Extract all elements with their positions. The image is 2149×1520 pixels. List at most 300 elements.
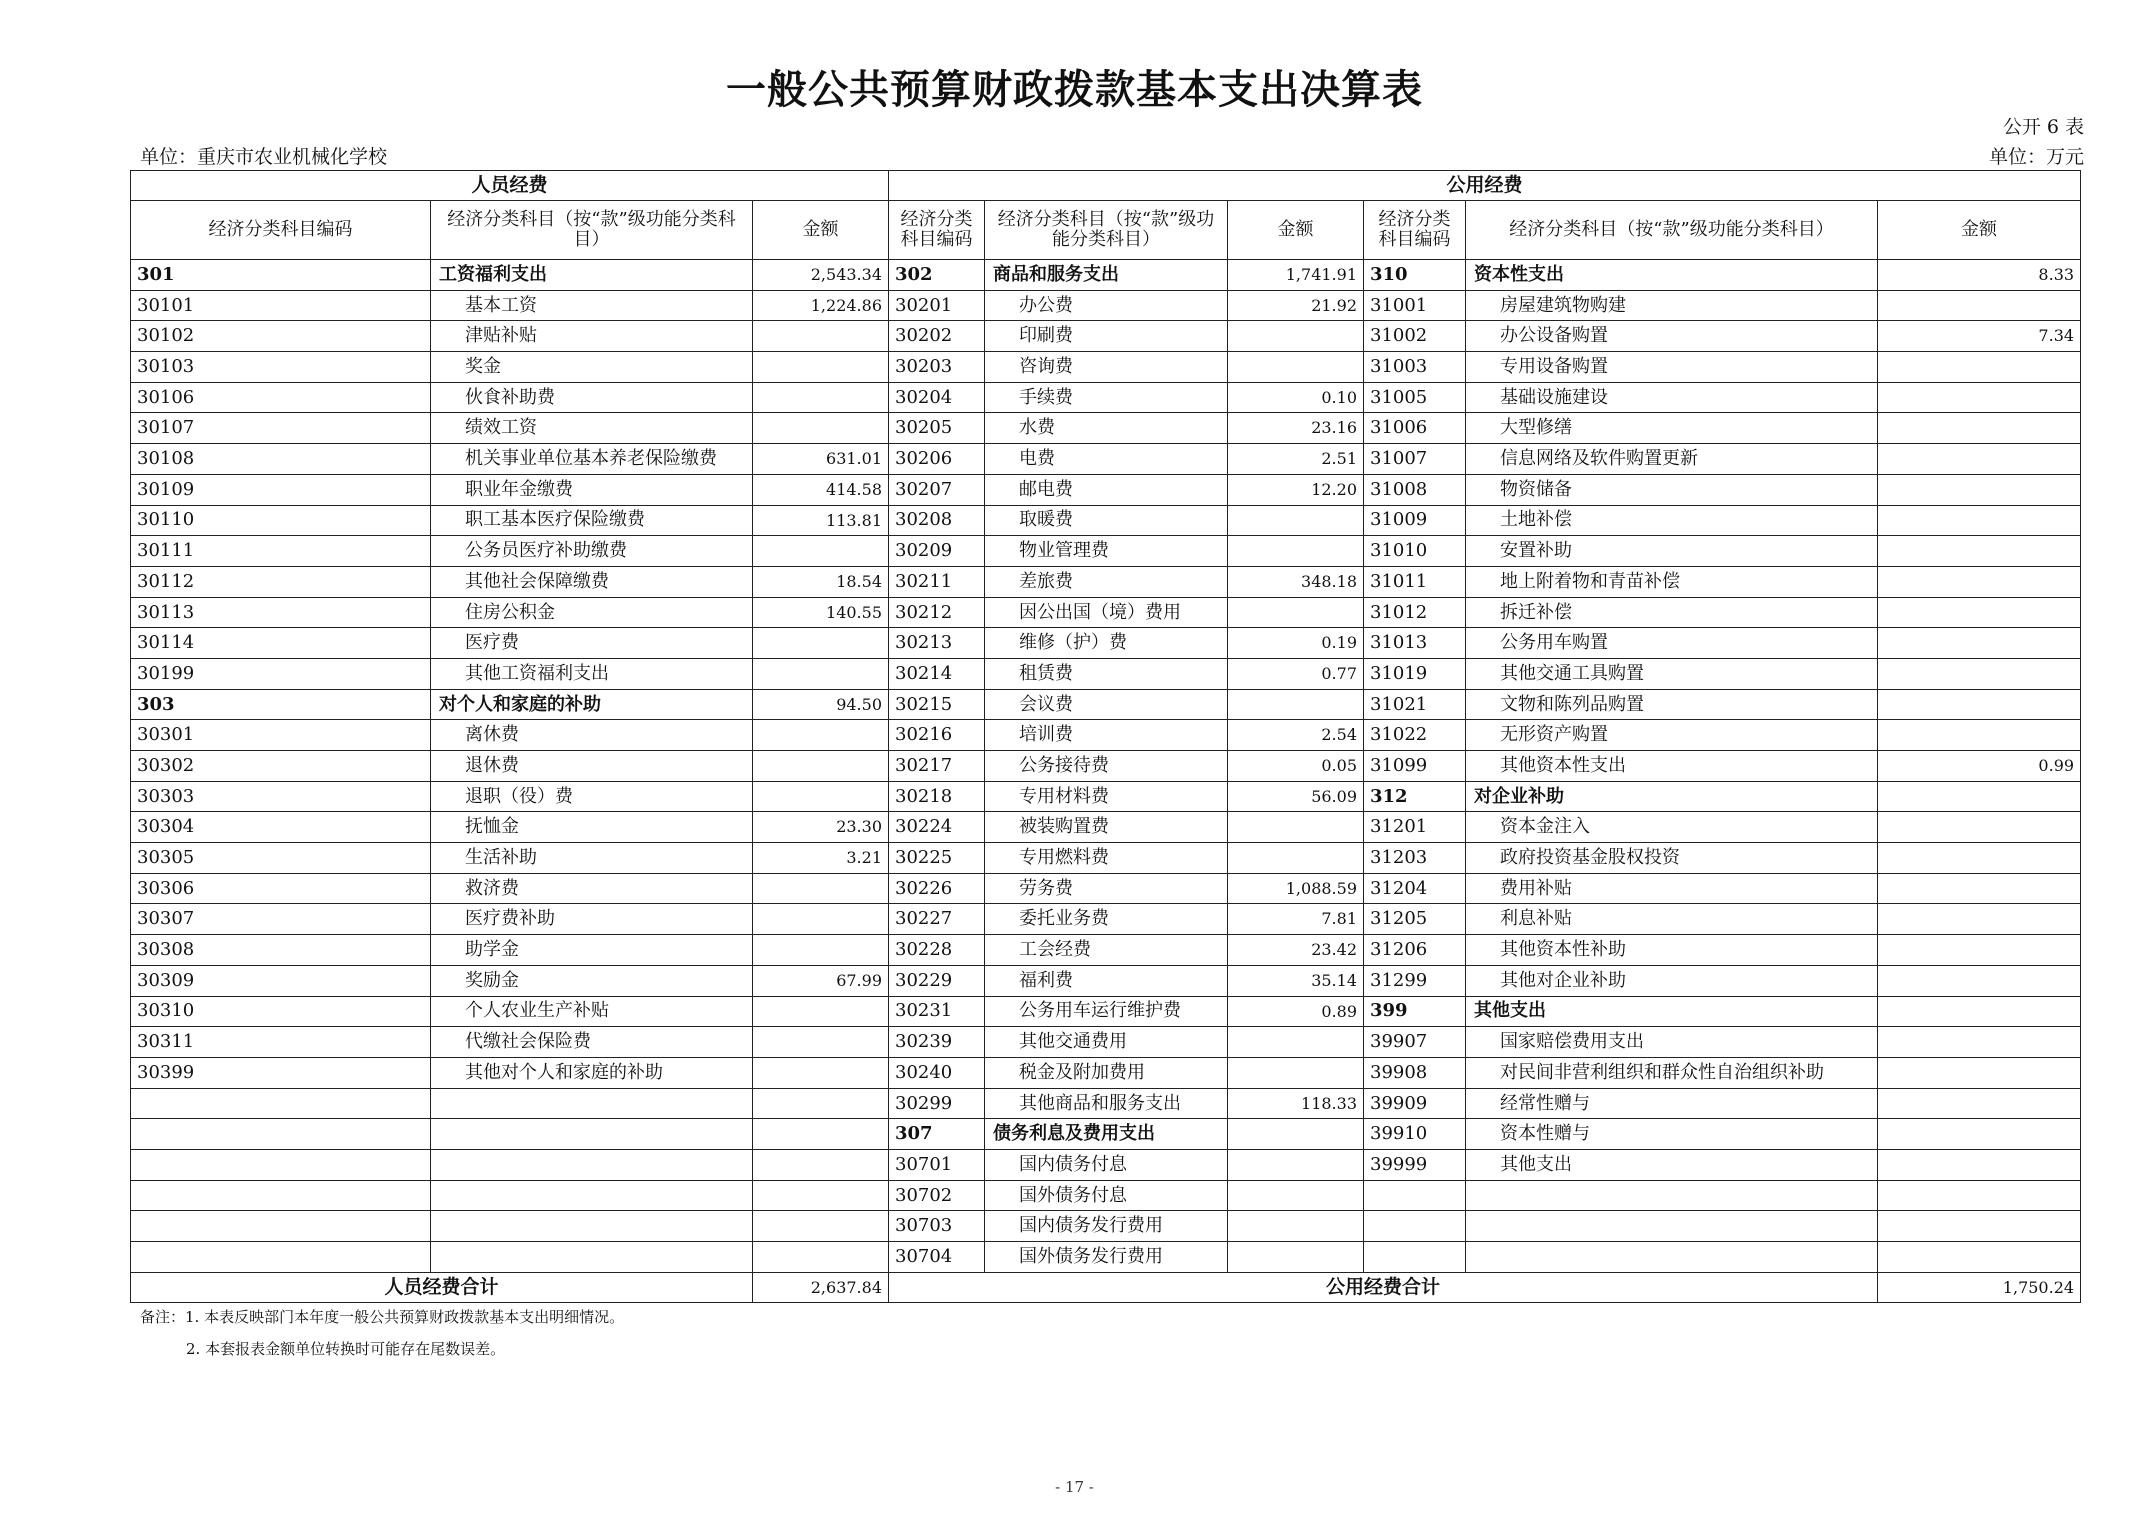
cell-code: 39909 <box>1364 1088 1466 1119</box>
cell-code: 30303 <box>131 781 431 812</box>
cell-amount <box>753 1211 889 1242</box>
cell-item: 租赁费 <box>985 658 1228 689</box>
cell-amount: 118.33 <box>1228 1088 1364 1119</box>
cell-amount <box>1228 505 1364 536</box>
cell-item: 经常性赠与 <box>1466 1088 1878 1119</box>
table-row <box>131 904 2081 935</box>
table-row <box>131 260 2081 291</box>
cell-amount <box>1878 1149 2081 1180</box>
cell-amount <box>753 1180 889 1211</box>
cell-item: 职业年金缴费 <box>431 474 753 505</box>
cell-code: 31003 <box>1364 352 1466 383</box>
cell-amount <box>753 1119 889 1150</box>
cell-code: 39907 <box>1364 1027 1466 1058</box>
cell-code: 30106 <box>131 382 431 413</box>
cell-amount <box>753 352 889 383</box>
cell-amount <box>1878 413 2081 444</box>
cell-code <box>131 1180 431 1211</box>
cell-item: 其他商品和服务支出 <box>985 1088 1228 1119</box>
table-row <box>131 812 2081 843</box>
cell-item: 国外债务付息 <box>985 1180 1228 1211</box>
cell-amount <box>1878 566 2081 597</box>
table-row <box>131 1057 2081 1088</box>
cell-amount: 0.77 <box>1228 658 1364 689</box>
cell-amount <box>753 628 889 659</box>
cell-code <box>1364 1242 1466 1273</box>
col-header-item: 经济分类科目（按“款”级功能分类科目） <box>1466 201 1878 260</box>
cell-code: 31021 <box>1364 689 1466 720</box>
cell-amount: 21.92 <box>1228 290 1364 321</box>
cell-amount: 8.33 <box>1878 260 2081 291</box>
cell-amount: 348.18 <box>1228 566 1364 597</box>
cell-item: 基础设施建设 <box>1466 382 1878 413</box>
cell-amount: 140.55 <box>753 597 889 628</box>
cell-code: 30204 <box>889 382 985 413</box>
cell-code: 39910 <box>1364 1119 1466 1150</box>
cell-amount <box>753 873 889 904</box>
cell-item: 对民间非营利组织和群众性自治组织补助 <box>1466 1057 1878 1088</box>
table-row <box>131 1211 2081 1242</box>
cell-code: 30111 <box>131 536 431 567</box>
cell-amount <box>1228 1211 1364 1242</box>
cell-code <box>131 1149 431 1180</box>
table-row <box>131 658 2081 689</box>
cell-code: 30205 <box>889 413 985 444</box>
cell-item: 公务员医疗补助缴费 <box>431 536 753 567</box>
cell-amount <box>1878 1057 2081 1088</box>
cell-item: 安置补助 <box>1466 536 1878 567</box>
cell-amount <box>1878 781 2081 812</box>
cell-code: 30202 <box>889 321 985 352</box>
note-1: 备注：1. 本表反映部门本年度一般公共预算财政拨款基本支出明细情况。 <box>140 1308 625 1326</box>
cell-code: 30229 <box>889 965 985 996</box>
cell-item <box>1466 1211 1878 1242</box>
cell-code: 31204 <box>1364 873 1466 904</box>
cell-item: 文物和陈列品购置 <box>1466 689 1878 720</box>
cell-item: 差旅费 <box>985 566 1228 597</box>
cell-amount <box>1878 1211 2081 1242</box>
cell-amount <box>1878 290 2081 321</box>
cell-item: 公务接待费 <box>985 751 1228 782</box>
cell-code: 31203 <box>1364 843 1466 874</box>
cell-item: 利息补贴 <box>1466 904 1878 935</box>
cell-item <box>1466 1180 1878 1211</box>
cell-code: 31022 <box>1364 720 1466 751</box>
cell-code: 31010 <box>1364 536 1466 567</box>
table-row <box>131 413 2081 444</box>
cell-item: 劳务费 <box>985 873 1228 904</box>
cell-item: 其他工资福利支出 <box>431 658 753 689</box>
cell-code: 30203 <box>889 352 985 383</box>
cell-amount <box>753 996 889 1027</box>
cell-item: 物业管理费 <box>985 536 1228 567</box>
cell-amount: 56.09 <box>1228 781 1364 812</box>
cell-item: 办公设备购置 <box>1466 321 1878 352</box>
table-row <box>131 597 2081 628</box>
cell-item: 医疗费补助 <box>431 904 753 935</box>
cell-code: 30227 <box>889 904 985 935</box>
cell-code: 30214 <box>889 658 985 689</box>
cell-code: 31205 <box>1364 904 1466 935</box>
cell-code: 30225 <box>889 843 985 874</box>
cell-amount <box>1878 505 2081 536</box>
cell-code: 30199 <box>131 658 431 689</box>
cell-item: 土地补偿 <box>1466 505 1878 536</box>
cell-code: 31002 <box>1364 321 1466 352</box>
cell-code: 31006 <box>1364 413 1466 444</box>
cell-amount: 7.34 <box>1878 321 2081 352</box>
cell-amount <box>1878 904 2081 935</box>
cell-item: 因公出国（境）费用 <box>985 597 1228 628</box>
cell-amount <box>1228 352 1364 383</box>
cell-item <box>1466 1242 1878 1273</box>
cell-item: 信息网络及软件购置更新 <box>1466 444 1878 475</box>
table-row <box>131 1119 2081 1150</box>
cell-amount <box>1878 1088 2081 1119</box>
table-row <box>131 965 2081 996</box>
cell-amount <box>753 1242 889 1273</box>
cell-code: 30305 <box>131 843 431 874</box>
cell-amount <box>1878 474 2081 505</box>
note-2: 2. 本套报表金额单位转换时可能存在尾数误差。 <box>186 1340 506 1358</box>
cell-amount: 113.81 <box>753 505 889 536</box>
cell-item: 医疗费 <box>431 628 753 659</box>
cell-item: 对个人和家庭的补助 <box>431 689 753 720</box>
personnel-total-label: 人员经费合计 <box>131 1272 753 1303</box>
col-header-amount: 金额 <box>753 201 889 260</box>
col-header-amount: 金额 <box>1228 201 1364 260</box>
table-row <box>131 444 2081 475</box>
cell-item: 退休费 <box>431 751 753 782</box>
cell-item: 商品和服务支出 <box>985 260 1228 291</box>
cell-item: 津贴补贴 <box>431 321 753 352</box>
cell-amount <box>753 781 889 812</box>
col-header-code: 经济分类科目编码 <box>889 201 985 260</box>
cell-amount: 2.51 <box>1228 444 1364 475</box>
cell-amount: 631.01 <box>753 444 889 475</box>
cell-item: 水费 <box>985 413 1228 444</box>
cell-amount: 7.81 <box>1228 904 1364 935</box>
cell-code: 31005 <box>1364 382 1466 413</box>
cell-code <box>131 1088 431 1119</box>
cell-item: 其他对个人和家庭的补助 <box>431 1057 753 1088</box>
table-row <box>131 996 2081 1027</box>
cell-item: 会议费 <box>985 689 1228 720</box>
table-row <box>131 781 2081 812</box>
cell-amount <box>1228 321 1364 352</box>
cell-amount <box>1228 843 1364 874</box>
expenditure-table <box>130 170 2081 1303</box>
page-title: 一般公共预算财政拨款基本支出决算表 <box>726 66 1423 113</box>
cell-amount <box>1228 812 1364 843</box>
cell-amount <box>1878 873 2081 904</box>
cell-item: 福利费 <box>985 965 1228 996</box>
cell-item: 国外债务发行费用 <box>985 1242 1228 1273</box>
cell-item: 基本工资 <box>431 290 753 321</box>
cell-item: 机关事业单位基本养老保险缴费 <box>431 444 753 475</box>
table-row <box>131 1149 2081 1180</box>
table-row <box>131 873 2081 904</box>
cell-item: 其他对企业补助 <box>1466 965 1878 996</box>
cell-code: 31206 <box>1364 935 1466 966</box>
cell-item: 专用燃料费 <box>985 843 1228 874</box>
cell-item: 国内债务发行费用 <box>985 1211 1228 1242</box>
column-header-row <box>131 201 2081 260</box>
cell-code: 30231 <box>889 996 985 1027</box>
cell-amount <box>1228 597 1364 628</box>
table-row <box>131 382 2081 413</box>
cell-item <box>431 1149 753 1180</box>
cell-code: 30309 <box>131 965 431 996</box>
cell-item <box>431 1211 753 1242</box>
cell-amount: 35.14 <box>1228 965 1364 996</box>
cell-item: 助学金 <box>431 935 753 966</box>
cell-amount: 18.54 <box>753 566 889 597</box>
cell-item <box>431 1180 753 1211</box>
cell-amount: 1,224.86 <box>753 290 889 321</box>
cell-amount <box>753 1149 889 1180</box>
cell-amount <box>1228 1057 1364 1088</box>
table-row <box>131 1180 2081 1211</box>
cell-code: 30110 <box>131 505 431 536</box>
cell-code: 31012 <box>1364 597 1466 628</box>
cell-amount <box>1878 1242 2081 1273</box>
cell-amount <box>753 751 889 782</box>
form-number: 公开 6 表 <box>2002 116 2084 138</box>
personnel-total-value: 2,637.84 <box>753 1272 889 1303</box>
cell-amount <box>1878 658 2081 689</box>
cell-code: 30226 <box>889 873 985 904</box>
cell-item: 其他交通工具购置 <box>1466 658 1878 689</box>
cell-code: 30311 <box>131 1027 431 1058</box>
cell-code: 30207 <box>889 474 985 505</box>
cell-item: 抚恤金 <box>431 812 753 843</box>
cell-item: 政府投资基金股权投资 <box>1466 843 1878 874</box>
col-header-code: 经济分类科目编码 <box>131 201 431 260</box>
cell-amount <box>1878 352 2081 383</box>
cell-item: 生活补助 <box>431 843 753 874</box>
page-number: - 17 - <box>1055 1478 1094 1496</box>
table-row <box>131 1242 2081 1273</box>
cell-amount <box>1878 935 2081 966</box>
public-header: 公用经费 <box>889 171 2081 201</box>
cell-code: 30107 <box>131 413 431 444</box>
cell-amount: 94.50 <box>753 689 889 720</box>
cell-code: 307 <box>889 1119 985 1150</box>
table-row <box>131 1088 2081 1119</box>
cell-code: 30301 <box>131 720 431 751</box>
public-total-label: 公用经费合计 <box>889 1272 1878 1303</box>
cell-code: 30114 <box>131 628 431 659</box>
cell-amount: 23.16 <box>1228 413 1364 444</box>
cell-code: 301 <box>131 260 431 291</box>
cell-item: 公务用车运行维护费 <box>985 996 1228 1027</box>
cell-item: 奖金 <box>431 352 753 383</box>
cell-item <box>431 1088 753 1119</box>
cell-code <box>1364 1180 1466 1211</box>
cell-code: 30228 <box>889 935 985 966</box>
cell-code: 30109 <box>131 474 431 505</box>
cell-code: 31008 <box>1364 474 1466 505</box>
cell-code <box>131 1242 431 1273</box>
cell-item: 住房公积金 <box>431 597 753 628</box>
cell-code: 31019 <box>1364 658 1466 689</box>
cell-code: 30102 <box>131 321 431 352</box>
cell-code: 30211 <box>889 566 985 597</box>
cell-code: 399 <box>1364 996 1466 1027</box>
cell-item: 个人农业生产补贴 <box>431 996 753 1027</box>
cell-item: 债务利息及费用支出 <box>985 1119 1228 1150</box>
cell-item: 退职（役）费 <box>431 781 753 812</box>
cell-item: 资本性赠与 <box>1466 1119 1878 1150</box>
cell-item: 培训费 <box>985 720 1228 751</box>
cell-item: 拆迁补偿 <box>1466 597 1878 628</box>
cell-item: 其他社会保障缴费 <box>431 566 753 597</box>
cell-item: 邮电费 <box>985 474 1228 505</box>
cell-code: 30112 <box>131 566 431 597</box>
cell-item: 其他支出 <box>1466 1149 1878 1180</box>
cell-amount: 0.19 <box>1228 628 1364 659</box>
cell-amount <box>1878 628 2081 659</box>
cell-item <box>431 1119 753 1150</box>
cell-item: 其他支出 <box>1466 996 1878 1027</box>
cell-amount <box>1878 1119 2081 1150</box>
cell-code: 30216 <box>889 720 985 751</box>
cell-amount <box>1878 382 2081 413</box>
cell-code: 31011 <box>1364 566 1466 597</box>
cell-item: 电费 <box>985 444 1228 475</box>
cell-code: 30307 <box>131 904 431 935</box>
cell-item: 取暖费 <box>985 505 1228 536</box>
cell-code: 30213 <box>889 628 985 659</box>
cell-item: 奖励金 <box>431 965 753 996</box>
col-header-item: 经济分类科目（按“款”级功能分类科目） <box>431 201 753 260</box>
cell-item: 绩效工资 <box>431 413 753 444</box>
cell-code: 30215 <box>889 689 985 720</box>
cell-amount: 2.54 <box>1228 720 1364 751</box>
cell-code: 30108 <box>131 444 431 475</box>
cell-code <box>131 1119 431 1150</box>
cell-item: 委托业务费 <box>985 904 1228 935</box>
cell-amount <box>1878 536 2081 567</box>
cell-code: 30306 <box>131 873 431 904</box>
cell-item: 税金及附加费用 <box>985 1057 1228 1088</box>
table-row <box>131 536 2081 567</box>
cell-item: 地上附着物和青苗补偿 <box>1466 566 1878 597</box>
cell-code: 31001 <box>1364 290 1466 321</box>
section-header-row <box>131 171 2081 201</box>
unit-organization: 单位：重庆市农业机械化学校 <box>140 146 388 168</box>
cell-amount: 67.99 <box>753 965 889 996</box>
cell-item: 其他资本性补助 <box>1466 935 1878 966</box>
cell-item: 国内债务付息 <box>985 1149 1228 1180</box>
cell-code: 30206 <box>889 444 985 475</box>
table-row <box>131 321 2081 352</box>
cell-item: 其他资本性支出 <box>1466 751 1878 782</box>
cell-item: 其他交通费用 <box>985 1027 1228 1058</box>
cell-code: 30101 <box>131 290 431 321</box>
cell-amount <box>753 413 889 444</box>
personnel-header: 人员经费 <box>131 171 889 201</box>
cell-amount <box>1878 1180 2081 1211</box>
cell-amount: 0.89 <box>1228 996 1364 1027</box>
cell-code: 39999 <box>1364 1149 1466 1180</box>
cell-code: 30209 <box>889 536 985 567</box>
cell-amount <box>1228 536 1364 567</box>
table-row <box>131 935 2081 966</box>
cell-code: 31009 <box>1364 505 1466 536</box>
cell-amount <box>753 321 889 352</box>
cell-code: 312 <box>1364 781 1466 812</box>
table-row <box>131 566 2081 597</box>
table-row <box>131 1027 2081 1058</box>
cell-code: 31007 <box>1364 444 1466 475</box>
cell-amount: 0.10 <box>1228 382 1364 413</box>
table-row <box>131 843 2081 874</box>
col-header-code: 经济分类科目编码 <box>1364 201 1466 260</box>
cell-code <box>1364 1211 1466 1242</box>
cell-item: 咨询费 <box>985 352 1228 383</box>
notes <box>140 1301 624 1365</box>
cell-item: 维修（护）费 <box>985 628 1228 659</box>
cell-amount <box>1228 1180 1364 1211</box>
cell-code: 31201 <box>1364 812 1466 843</box>
cell-amount <box>1878 996 2081 1027</box>
cell-amount: 12.20 <box>1228 474 1364 505</box>
table-row <box>131 505 2081 536</box>
cell-code <box>131 1211 431 1242</box>
cell-item: 被装购置费 <box>985 812 1228 843</box>
cell-item: 国家赔偿费用支出 <box>1466 1027 1878 1058</box>
cell-amount: 2,543.34 <box>753 260 889 291</box>
cell-amount: 414.58 <box>753 474 889 505</box>
cell-item: 代缴社会保险费 <box>431 1027 753 1058</box>
cell-code: 30302 <box>131 751 431 782</box>
cell-code: 30217 <box>889 751 985 782</box>
col-header-amount: 金额 <box>1878 201 2081 260</box>
cell-code: 30310 <box>131 996 431 1027</box>
public-total-value: 1,750.24 <box>1878 1272 2081 1303</box>
cell-item: 工会经费 <box>985 935 1228 966</box>
cell-item: 物资储备 <box>1466 474 1878 505</box>
cell-item: 专用设备购置 <box>1466 352 1878 383</box>
cell-amount <box>1228 1027 1364 1058</box>
table-row <box>131 628 2081 659</box>
cell-code: 30703 <box>889 1211 985 1242</box>
cell-amount <box>753 935 889 966</box>
cell-item: 职工基本医疗保险缴费 <box>431 505 753 536</box>
table-row <box>131 689 2081 720</box>
cell-amount: 23.30 <box>753 812 889 843</box>
cell-amount <box>1878 689 2081 720</box>
cell-item: 办公费 <box>985 290 1228 321</box>
cell-code: 30113 <box>131 597 431 628</box>
cell-amount: 0.99 <box>1878 751 2081 782</box>
cell-code: 30304 <box>131 812 431 843</box>
cell-item: 离休费 <box>431 720 753 751</box>
cell-item: 公务用车购置 <box>1466 628 1878 659</box>
cell-code: 30201 <box>889 290 985 321</box>
cell-item: 无形资产购置 <box>1466 720 1878 751</box>
cell-code: 30299 <box>889 1088 985 1119</box>
cell-amount <box>753 1088 889 1119</box>
cell-amount: 1,088.59 <box>1228 873 1364 904</box>
table-row <box>131 352 2081 383</box>
table-row <box>131 751 2081 782</box>
cell-code: 30240 <box>889 1057 985 1088</box>
cell-code: 30103 <box>131 352 431 383</box>
cell-amount <box>753 382 889 413</box>
